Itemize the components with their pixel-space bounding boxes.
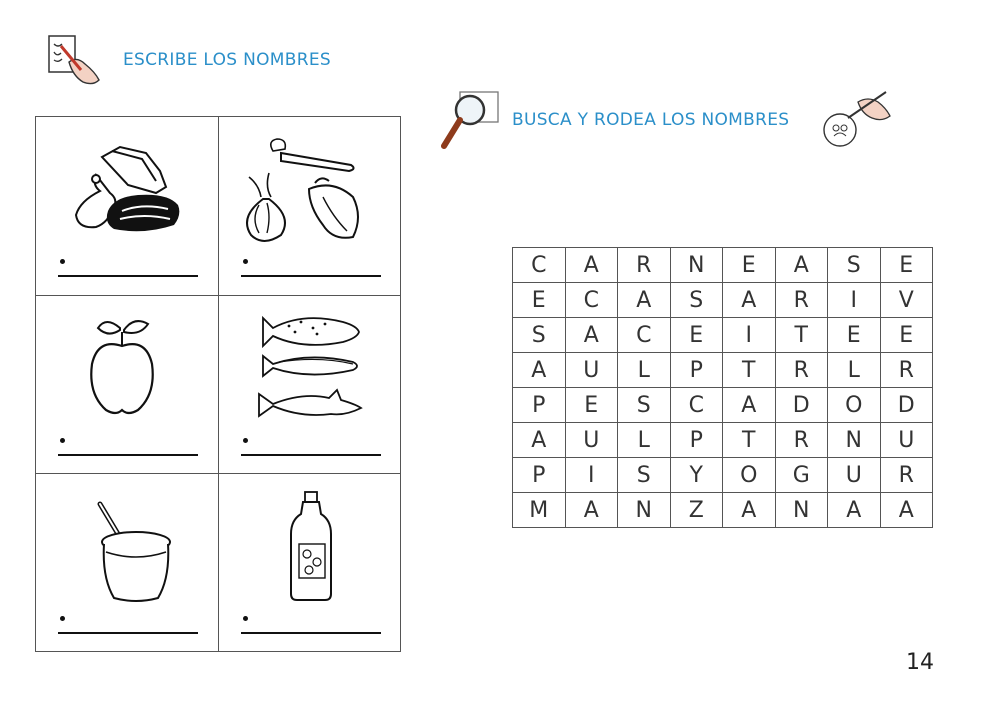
word-search-letter[interactable]: I (723, 318, 776, 353)
vegetables-picture (219, 117, 401, 267)
word-search-letter[interactable]: C (618, 318, 671, 353)
word-search-letter[interactable]: P (513, 388, 566, 423)
word-search-letter[interactable]: P (513, 458, 566, 493)
word-search-letter[interactable]: E (723, 248, 776, 283)
apple-picture (36, 296, 218, 446)
word-search-letter[interactable]: R (775, 423, 828, 458)
word-search-row (513, 423, 933, 458)
word-search-letter[interactable]: S (618, 388, 671, 423)
word-search-letter[interactable]: L (618, 423, 671, 458)
magnifier-icon (440, 90, 502, 152)
yogurt-picture (36, 474, 218, 624)
word-search-letter[interactable]: E (565, 388, 618, 423)
picture-card-meat (36, 117, 218, 295)
word-search-letter[interactable]: A (828, 493, 881, 528)
word-search-letter[interactable]: G (775, 458, 828, 493)
word-search-letter[interactable]: E (828, 318, 881, 353)
word-search-letter[interactable]: E (880, 248, 933, 283)
word-search-grid (512, 247, 933, 528)
word-search-letter[interactable]: N (618, 493, 671, 528)
answer-line[interactable] (241, 454, 381, 456)
word-search-letter[interactable]: A (880, 493, 933, 528)
word-search-letter[interactable]: R (618, 248, 671, 283)
word-search-letter[interactable]: A (723, 283, 776, 318)
fish-picture (219, 296, 401, 446)
word-search-letter[interactable]: U (565, 353, 618, 388)
hand-writing-icon (45, 32, 103, 90)
word-search-letter[interactable]: C (565, 283, 618, 318)
word-search-letter[interactable]: A (775, 248, 828, 283)
word-search-letter[interactable]: N (670, 248, 723, 283)
word-search-row (513, 248, 933, 283)
search-names-heading: BUSCA Y RODEA LOS NOMBRES (512, 110, 790, 130)
picture-grid (35, 116, 401, 652)
word-search-letter[interactable]: S (828, 248, 881, 283)
word-search-letter[interactable]: R (880, 458, 933, 493)
word-search-row (513, 283, 933, 318)
word-search-letter[interactable]: A (513, 423, 566, 458)
picture-card-yogurt (36, 474, 218, 652)
answer-line[interactable] (241, 632, 381, 634)
word-search-row (513, 353, 933, 388)
word-search-letter[interactable]: Y (670, 458, 723, 493)
word-search-row (513, 388, 933, 423)
answer-line[interactable] (58, 632, 198, 634)
word-search-letter[interactable]: S (513, 318, 566, 353)
word-search-letter[interactable]: R (775, 353, 828, 388)
word-search-letter[interactable]: P (670, 423, 723, 458)
word-search-letter[interactable]: A (565, 318, 618, 353)
word-search-letter[interactable]: A (723, 493, 776, 528)
picture-card-fish (219, 296, 401, 474)
word-search-letter[interactable]: A (565, 248, 618, 283)
meat-picture (36, 117, 218, 267)
hand-circling-icon (818, 88, 892, 152)
answer-line[interactable] (58, 454, 198, 456)
word-search-letter[interactable]: A (513, 353, 566, 388)
word-search-letter[interactable]: A (565, 493, 618, 528)
word-search-letter[interactable]: V (880, 283, 933, 318)
word-search-letter[interactable]: Z (670, 493, 723, 528)
word-search-letter[interactable]: N (775, 493, 828, 528)
word-search-letter[interactable]: O (828, 388, 881, 423)
picture-card-vegetables (219, 117, 401, 295)
picture-card-apple (36, 296, 218, 474)
word-search-row (513, 318, 933, 353)
oil-bottle-picture (219, 474, 401, 624)
word-search-letter[interactable]: R (775, 283, 828, 318)
word-search-letter[interactable]: I (565, 458, 618, 493)
word-search-letter[interactable]: U (565, 423, 618, 458)
word-search-letter[interactable]: E (513, 283, 566, 318)
word-search-letter[interactable]: U (828, 458, 881, 493)
word-search-letter[interactable]: D (775, 388, 828, 423)
word-search-letter[interactable]: I (828, 283, 881, 318)
word-search-letter[interactable]: O (723, 458, 776, 493)
word-search-letter[interactable]: A (723, 388, 776, 423)
word-search-letter[interactable]: C (513, 248, 566, 283)
word-search-letter[interactable]: L (828, 353, 881, 388)
word-search-letter[interactable]: E (880, 318, 933, 353)
word-search-letter[interactable]: P (670, 353, 723, 388)
word-search-row (513, 458, 933, 493)
word-search-letter[interactable]: E (670, 318, 723, 353)
word-search-letter[interactable]: U (880, 423, 933, 458)
picture-card-oil (219, 474, 401, 652)
page-number: 14 (906, 650, 934, 675)
word-search-letter[interactable]: S (618, 458, 671, 493)
word-search-letter[interactable]: T (723, 353, 776, 388)
word-search-row (513, 493, 933, 528)
word-search-letter[interactable]: R (880, 353, 933, 388)
word-search-letter[interactable]: S (670, 283, 723, 318)
write-names-heading: ESCRIBE LOS NOMBRES (123, 50, 331, 70)
answer-line[interactable] (58, 275, 198, 277)
word-search-letter[interactable]: C (670, 388, 723, 423)
word-search-letter[interactable]: N (828, 423, 881, 458)
word-search-letter[interactable]: A (618, 283, 671, 318)
word-search-letter[interactable]: L (618, 353, 671, 388)
word-search-letter[interactable]: T (775, 318, 828, 353)
answer-line[interactable] (241, 275, 381, 277)
word-search-letter[interactable]: T (723, 423, 776, 458)
word-search-letter[interactable]: D (880, 388, 933, 423)
word-search-letter[interactable]: M (513, 493, 566, 528)
